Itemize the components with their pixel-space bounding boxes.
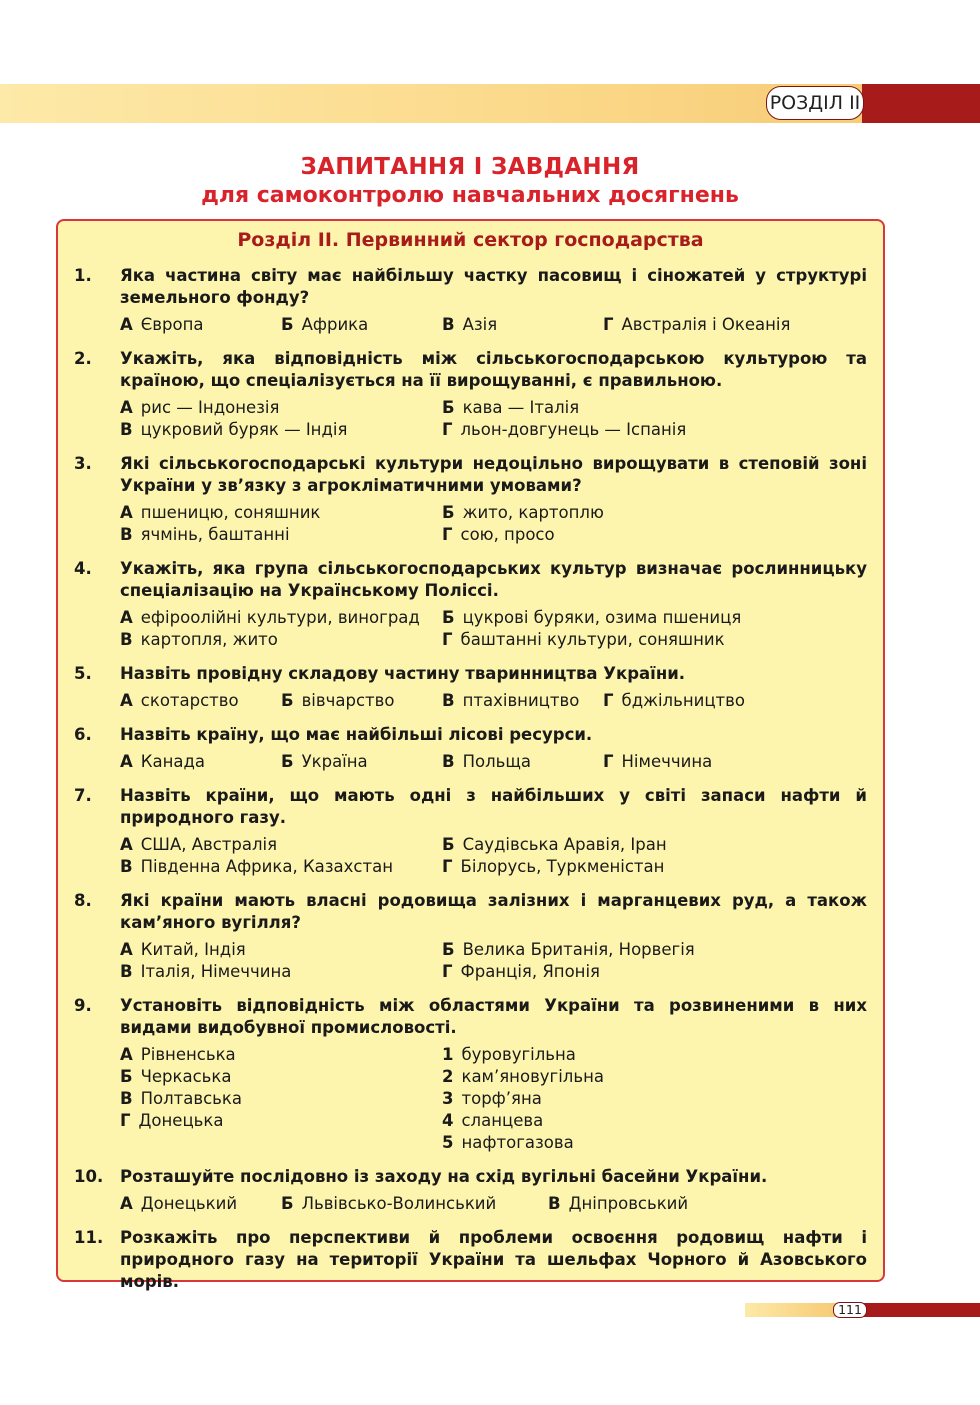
industry-option: 2 кам’яновугільна bbox=[442, 1067, 604, 1086]
question-text: Які сільськогосподарські культури недоцільно вирощувати в степовій зоні України у зв’язку з агрокліматичними умовами? bbox=[120, 454, 867, 495]
option: В цукровий буряк — Індія bbox=[120, 420, 348, 439]
option: А пшеницю, соняшник bbox=[120, 503, 321, 522]
option: А Європа bbox=[120, 315, 204, 334]
footer-band bbox=[745, 1303, 845, 1317]
option: В Південна Африка, Казахстан bbox=[120, 857, 394, 876]
option: Г льон-довгунець — Іспанія bbox=[442, 420, 687, 439]
question-number: 7. bbox=[74, 786, 92, 805]
option: Б Саудівська Аравія, Іран bbox=[442, 835, 667, 854]
option: В Азія bbox=[442, 315, 498, 334]
question-number: 1. bbox=[74, 266, 92, 285]
header-accent bbox=[862, 84, 980, 123]
industry-option: 1 буровугільна bbox=[442, 1045, 576, 1064]
option: Б кава — Італія bbox=[442, 398, 580, 417]
industry-option: 5 нафтогазова bbox=[442, 1133, 574, 1152]
question-text: Назвіть провідну складову частину тваринництва України. bbox=[120, 664, 686, 683]
question-text: Назвіть країну, що має найбільші лісові ресурси. bbox=[120, 725, 593, 744]
footer-accent bbox=[862, 1303, 980, 1317]
question-text: Установіть відповідність між областями України та розвиненими в них видами видобувної промисловості. bbox=[120, 996, 867, 1037]
region-option: А Рівненська bbox=[120, 1045, 236, 1064]
question-number: 9. bbox=[74, 996, 92, 1015]
page-title: ЗАПИТАННЯ І ЗАВДАННЯ bbox=[300, 154, 640, 180]
option: А ефіроолійні культури, виноград bbox=[120, 608, 420, 627]
option: В Італія, Німеччина bbox=[120, 962, 292, 981]
option: А Китай, Індія bbox=[120, 940, 246, 959]
question-text: Укажіть, яка група сільськогосподарських культур визначає рослинницьку спеціалізацію на Українському Поліссі. bbox=[120, 559, 867, 600]
option: Б жито, картоплю bbox=[442, 503, 604, 522]
question-text: Укажіть, яка відповідність між сільськогосподарською культурою та країною, що спеціалізується на її вирощуванні, є правильною. bbox=[120, 349, 867, 390]
question-text: Які країни мають власні родовища залізних і марганцевих руд, а також кам’яного вугілля? bbox=[120, 891, 867, 932]
page-number: 111 bbox=[833, 1302, 867, 1318]
region-option: В Полтавська bbox=[120, 1089, 242, 1108]
option: Г Білорусь, Туркменістан bbox=[442, 857, 665, 876]
option: А Канада bbox=[120, 752, 206, 771]
option: Г баштанні культури, соняшник bbox=[442, 630, 725, 649]
industry-option: 4 сланцева bbox=[442, 1111, 544, 1130]
question-number: 10. bbox=[74, 1167, 104, 1186]
question-number: 4. bbox=[74, 559, 92, 578]
question-number: 3. bbox=[74, 454, 92, 473]
region-option: Б Черкаська bbox=[120, 1067, 232, 1086]
option: А Донецький bbox=[120, 1194, 238, 1213]
section-title: Розділ ІІ. Первинний сектор господарства bbox=[237, 229, 704, 251]
question-text: Назвіть країни, що мають одні з найбільших у світі запаси нафти й природного газу. bbox=[120, 786, 867, 827]
industry-option: 3 торф’яна bbox=[442, 1089, 542, 1108]
option: Г Австралія і Океанія bbox=[603, 315, 791, 334]
option: А рис — Індонезія bbox=[120, 398, 280, 417]
question-text: Яка частина світу має найбільшу частку пасовищ і сіножатей у структурі земельного фонду? bbox=[120, 266, 867, 307]
region-option: Г Донецька bbox=[120, 1111, 224, 1130]
option: А США, Австралія bbox=[120, 835, 278, 854]
option: Г бджільництво bbox=[603, 691, 745, 710]
option: Б Африка bbox=[281, 315, 369, 334]
option: Г сою, просо bbox=[442, 525, 555, 544]
option: Г Німеччина bbox=[603, 752, 713, 771]
option: Б Велика Британія, Норвегія bbox=[442, 940, 695, 959]
option: А скотарство bbox=[120, 691, 239, 710]
option: Б вівчарство bbox=[281, 691, 395, 710]
question-number: 6. bbox=[74, 725, 92, 744]
option: В птахівництво bbox=[442, 691, 580, 710]
option: Б Львівсько-Волинський bbox=[281, 1194, 497, 1213]
question-number: 5. bbox=[74, 664, 92, 683]
option: Г Франція, Японія bbox=[442, 962, 600, 981]
question-number: 8. bbox=[74, 891, 92, 910]
option: Б цукрові буряки, озима пшениця bbox=[442, 608, 742, 627]
question-text: Розташуйте послідовно із заходу на схід вугільні басейни України. bbox=[120, 1167, 768, 1186]
question-number: 2. bbox=[74, 349, 92, 368]
question-text: Розкажіть про перспективи й проблеми освоєння родовищ нафти і природного газу на території України та шельфах Чорного й Азовського морів. bbox=[120, 1228, 867, 1291]
option: В Дніпровський bbox=[548, 1194, 689, 1213]
question-number: 11. bbox=[74, 1228, 104, 1247]
option: В Польща bbox=[442, 752, 532, 771]
option: В картопля, жито bbox=[120, 630, 278, 649]
section-badge: РОЗДІЛ ІІ bbox=[766, 86, 864, 120]
page-subtitle: для самоконтролю навчальних досягнень bbox=[201, 183, 739, 208]
option: Б Україна bbox=[281, 752, 368, 771]
option: В ячмінь, баштанні bbox=[120, 525, 290, 544]
